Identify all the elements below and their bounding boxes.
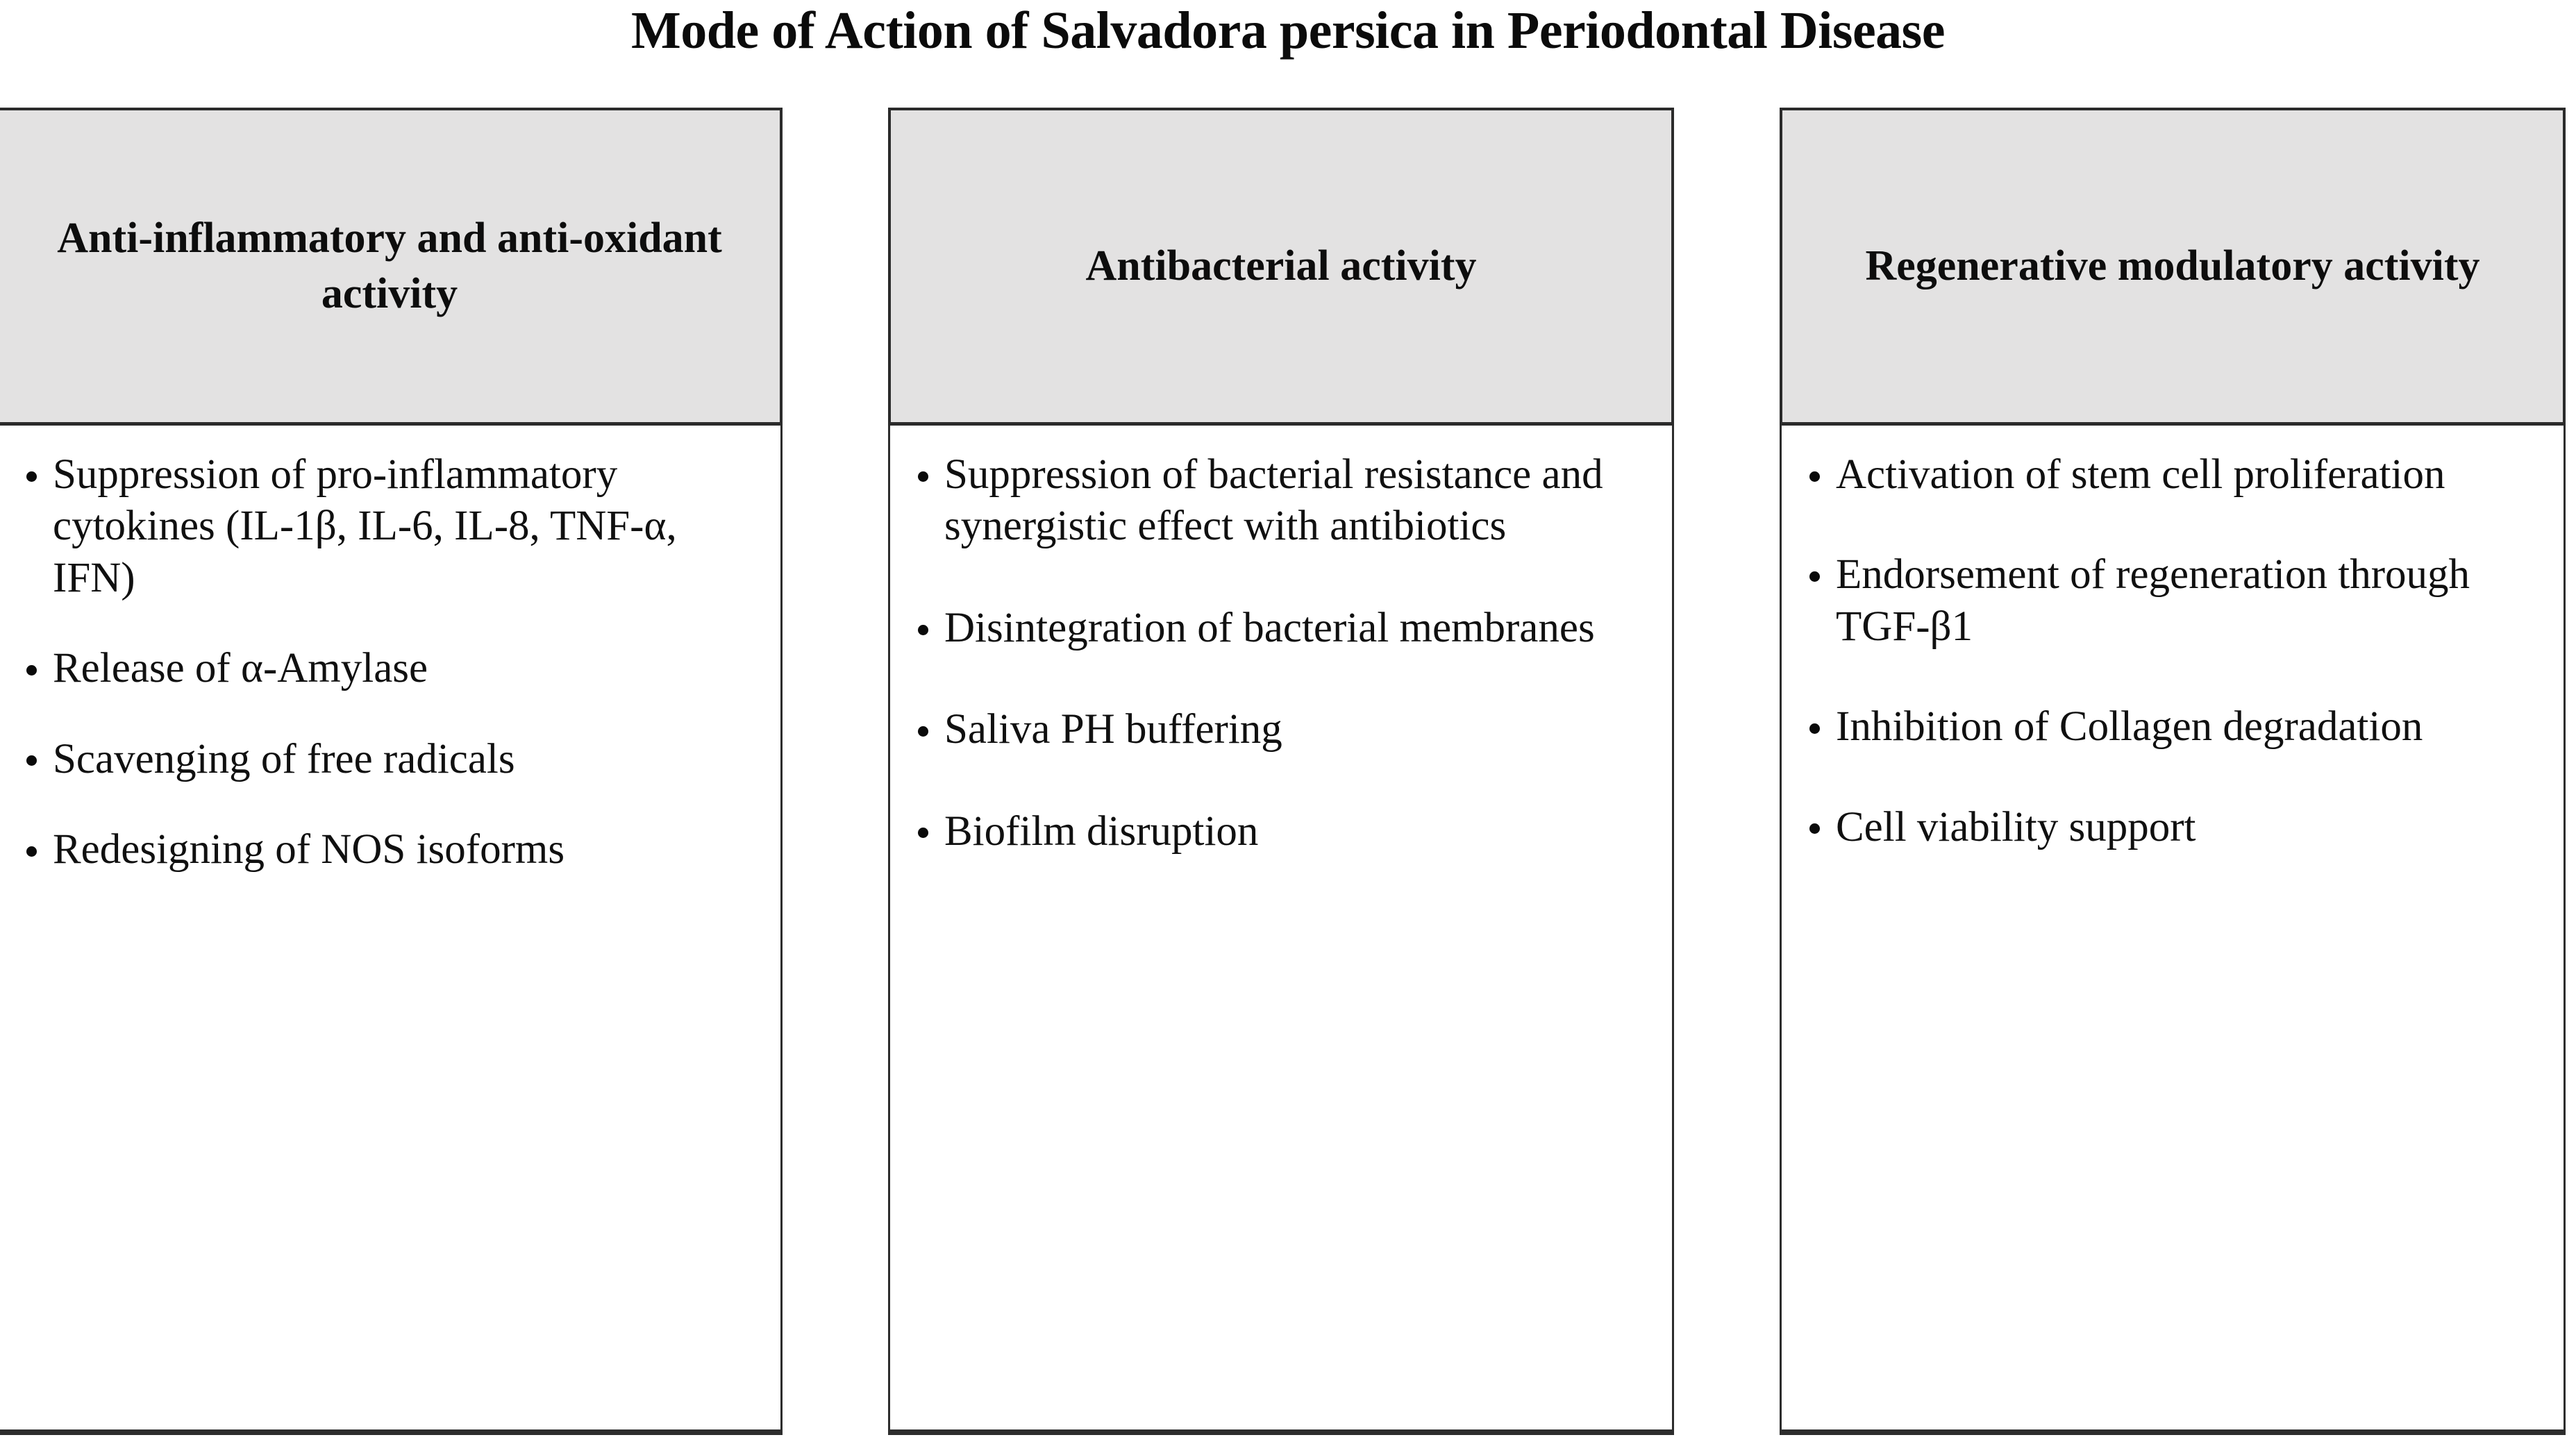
list-item xyxy=(914,449,1655,553)
list-item xyxy=(1805,549,2547,653)
bullet-dot-icon xyxy=(918,828,928,838)
column-header-label-1: Anti-inflammatory and anti-oxidant activity xyxy=(57,215,722,317)
list-item xyxy=(1805,449,2547,501)
list-item xyxy=(22,824,764,875)
list-item-label: Suppression of pro-inflammatory cytokines (IL-1β, IL-6, IL-8, TNF-α, IFN) xyxy=(53,451,677,601)
column-header-cell-1 xyxy=(0,108,783,426)
bullet-dot-icon xyxy=(1809,723,1820,734)
list-item xyxy=(1805,701,2547,753)
column-regenerative xyxy=(1780,108,2566,1435)
list-item-label: Inhibition of Collagen degradation xyxy=(1836,703,2423,750)
list-item xyxy=(914,806,1655,857)
column-header-cell-2 xyxy=(888,108,1674,426)
bullet-dot-icon xyxy=(918,625,928,635)
bullet-list-2 xyxy=(914,449,1655,857)
columns-container xyxy=(0,108,2566,1435)
list-item xyxy=(914,603,1655,654)
list-item-label: Cell viability support xyxy=(1836,803,2196,850)
column-body-cell-3 xyxy=(1780,426,2566,1435)
list-item-label: Scavenging of free radicals xyxy=(53,735,515,782)
bullet-dot-icon xyxy=(26,665,37,676)
list-item-label: Activation of stem cell proliferation xyxy=(1836,451,2445,498)
list-item-label: Saliva PH buffering xyxy=(944,706,1282,753)
column-body-cell-2 xyxy=(888,426,1674,1435)
column-header-label-3: Regenerative modulatory activity xyxy=(1865,242,2480,290)
list-item-label: Biofilm disruption xyxy=(944,807,1259,855)
figure-title: Mode of Action of Salvadora persica in Periodontal Disease xyxy=(631,1,1945,60)
column-header-label-2: Antibacterial activity xyxy=(1085,242,1477,290)
list-item xyxy=(22,449,764,604)
column-antibacterial xyxy=(888,108,1674,1435)
bullet-list-1 xyxy=(22,449,764,875)
column-anti-inflammatory xyxy=(0,108,783,1435)
bullet-dot-icon xyxy=(26,471,37,482)
list-item-label: Endorsement of regeneration through TGF-β1 xyxy=(1836,551,2470,650)
bullet-dot-icon xyxy=(918,726,928,737)
column-body-cell-1 xyxy=(0,426,783,1435)
list-item-label: Disintegration of bacterial membranes xyxy=(944,604,1595,651)
list-item-label: Redesigning of NOS isoforms xyxy=(53,826,565,873)
bullet-dot-icon xyxy=(1809,471,1820,482)
list-item-label: Release of α-Amylase xyxy=(53,645,428,692)
column-header-cell-3 xyxy=(1780,108,2566,426)
list-item xyxy=(22,734,764,785)
bullet-dot-icon xyxy=(1809,823,1820,834)
bullet-dot-icon xyxy=(918,471,928,482)
bullet-dot-icon xyxy=(1809,571,1820,582)
bullet-dot-icon xyxy=(26,755,37,766)
bullet-list-3 xyxy=(1805,449,2547,853)
list-item-label: Suppression of bacterial resistance and synergistic effect with antibiotics xyxy=(944,451,1603,550)
list-item xyxy=(22,643,764,694)
list-item xyxy=(914,704,1655,755)
bullet-dot-icon xyxy=(26,846,37,857)
list-item xyxy=(1805,802,2547,853)
